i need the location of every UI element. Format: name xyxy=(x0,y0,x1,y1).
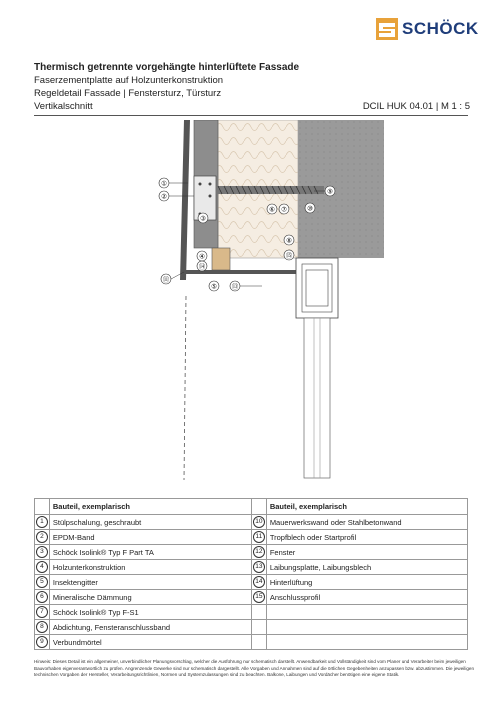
svg-text:⑭: ⑭ xyxy=(198,263,206,271)
row-label: Anschlussprofil xyxy=(266,590,467,605)
row-number xyxy=(251,605,266,620)
row-number xyxy=(35,515,50,530)
row-label: Holzunterkonstruktion xyxy=(49,560,251,575)
table-header-row xyxy=(35,499,468,515)
table-row xyxy=(35,605,468,620)
logo-wordmark: SCHÖCK xyxy=(402,19,479,38)
header-right: Bauteil, exemplarisch xyxy=(266,499,467,515)
row-number-badge: 13 xyxy=(253,561,265,573)
row-label: Mineralische Dämmung xyxy=(49,590,251,605)
row-number xyxy=(251,620,266,635)
row-number-badge: 8 xyxy=(36,621,48,633)
callout-6 xyxy=(267,204,277,214)
row-number-badge: 15 xyxy=(253,591,265,603)
row-label: Laibungsplatte, Laibungsblech xyxy=(266,560,467,575)
callout-1 xyxy=(159,178,169,188)
callout-14 xyxy=(197,261,207,271)
table-row xyxy=(35,515,468,530)
callout-13 xyxy=(230,281,240,291)
callout-7 xyxy=(279,204,289,214)
table-row xyxy=(35,545,468,560)
svg-text:⑧: ⑧ xyxy=(286,237,292,245)
row-number xyxy=(35,545,50,560)
brand-logo xyxy=(376,18,479,40)
row-label: Abdichtung, Fensteranschlussband xyxy=(49,620,251,635)
callout-2 xyxy=(159,191,169,201)
callout-15 xyxy=(284,250,294,260)
row-number xyxy=(251,575,266,590)
svg-text:⑬: ⑬ xyxy=(231,283,239,291)
svg-text:⑥: ⑥ xyxy=(269,206,275,214)
callout-10 xyxy=(305,203,315,213)
row-number xyxy=(251,590,266,605)
row-number-badge: 1 xyxy=(36,516,48,528)
row-label xyxy=(266,620,467,635)
row-number xyxy=(35,575,50,590)
row-label xyxy=(266,635,467,650)
row-label: Hinterlüftung xyxy=(266,575,467,590)
subtitle-material: Faserzementplatte auf Holzunterkonstruktion xyxy=(34,75,224,86)
row-number xyxy=(35,605,50,620)
row-label: Schöck Isolink® Typ F Part TA xyxy=(49,545,251,560)
row-number xyxy=(251,635,266,650)
callout-4 xyxy=(197,251,207,261)
subtitle-detail: Regeldetail Fassade | Fenstersturz, Türsturz xyxy=(34,88,222,99)
document-reference: DCIL HUK 04.01 | M 1 : 5 xyxy=(362,101,470,112)
row-label: Insektengitter xyxy=(49,575,251,590)
callout-9 xyxy=(325,186,335,196)
header-divider xyxy=(34,115,468,116)
header-left: Bauteil, exemplarisch xyxy=(49,499,251,515)
svg-text:①: ① xyxy=(161,180,167,188)
callout-8 xyxy=(284,235,294,245)
row-number xyxy=(35,635,50,650)
wood-batten xyxy=(212,248,230,270)
row-number xyxy=(35,620,50,635)
callout-3 xyxy=(198,213,208,223)
schoeck-logo-icon xyxy=(376,18,398,40)
svg-text:④: ④ xyxy=(199,253,205,261)
row-number-badge: 3 xyxy=(36,546,48,558)
row-label: Schöck Isolink® Typ F-S1 xyxy=(49,605,251,620)
opening-line xyxy=(184,296,186,480)
row-number-badge: 7 xyxy=(36,606,48,618)
row-number-badge: 11 xyxy=(253,531,265,543)
row-label xyxy=(266,605,467,620)
row-number-badge: 9 xyxy=(36,636,48,648)
disclaimer-note: Hinweis: Dieses Detail ist ein allgemeiner, unverbindlicher Planungsvorschlag, welcher die Ausführung nur schematisch darstellt. Anwendbarkeit und Vollständigkeit sind vom Planer und Verarbeiter beim jeweiligen Bauvorhaben eigenverantwortlich zu prüfen. Angrenzende Gewerke sind nur schematisch dargestellt. Alle Vorgaben und Annahmen sind auf die örtlichen Gegebenheiten anzupassen bzw. abzustimmen. Die jeweiligen technischen Vorgaben der Hersteller, Verarbeitungsrichtlinien, Normen und Systemzulassungen sind zu beachten. Balkone, Laibungen und Vordächer benötigen eine eigene Statik. xyxy=(34,659,474,678)
svg-text:⑦: ⑦ xyxy=(281,206,287,214)
table-row xyxy=(35,560,468,575)
row-number-badge: 4 xyxy=(36,561,48,573)
row-number xyxy=(251,545,266,560)
page-title: Thermisch getrennte vorgehängte hinterlüftete Fassade xyxy=(34,62,300,73)
table-row xyxy=(35,620,468,635)
table-row xyxy=(35,530,468,545)
table-row xyxy=(35,590,468,605)
row-number xyxy=(251,560,266,575)
row-number xyxy=(35,530,50,545)
svg-text:②: ② xyxy=(161,193,167,201)
component-legend-table xyxy=(34,498,468,650)
row-number-badge: 14 xyxy=(253,576,265,588)
window-glazing xyxy=(304,318,330,478)
row-label: Tropfblech oder Startprofil xyxy=(266,530,467,545)
row-number-badge: 6 xyxy=(36,591,48,603)
row-number xyxy=(35,590,50,605)
table-row xyxy=(35,575,468,590)
row-number-badge: 5 xyxy=(36,576,48,588)
table-row xyxy=(35,635,468,650)
callout-11 xyxy=(161,274,171,284)
svg-text:⑨: ⑨ xyxy=(327,188,333,196)
svg-text:③: ③ xyxy=(200,215,206,223)
row-label: Mauerwerkswand oder Stahlbetonwand xyxy=(266,515,467,530)
row-label: EPDM-Band xyxy=(49,530,251,545)
row-number xyxy=(35,560,50,575)
section-drawing xyxy=(34,120,468,490)
row-label: Stülpschalung, geschraubt xyxy=(49,515,251,530)
subtitle-section: Vertikalschnitt xyxy=(34,101,93,112)
svg-text:⑩: ⑩ xyxy=(307,205,313,213)
row-number xyxy=(251,530,266,545)
svg-text:⑤: ⑤ xyxy=(211,283,217,291)
row-number-badge: 12 xyxy=(253,546,265,558)
row-label: Fenster xyxy=(266,545,467,560)
svg-text:⑪: ⑪ xyxy=(162,276,170,284)
svg-text:⑮: ⑮ xyxy=(285,252,293,260)
row-number-badge: 2 xyxy=(36,531,48,543)
cladding-board xyxy=(180,120,190,280)
row-label: Verbundmörtel xyxy=(49,635,251,650)
row-number xyxy=(251,515,266,530)
callout-5 xyxy=(209,281,219,291)
row-number-badge: 10 xyxy=(253,516,265,528)
